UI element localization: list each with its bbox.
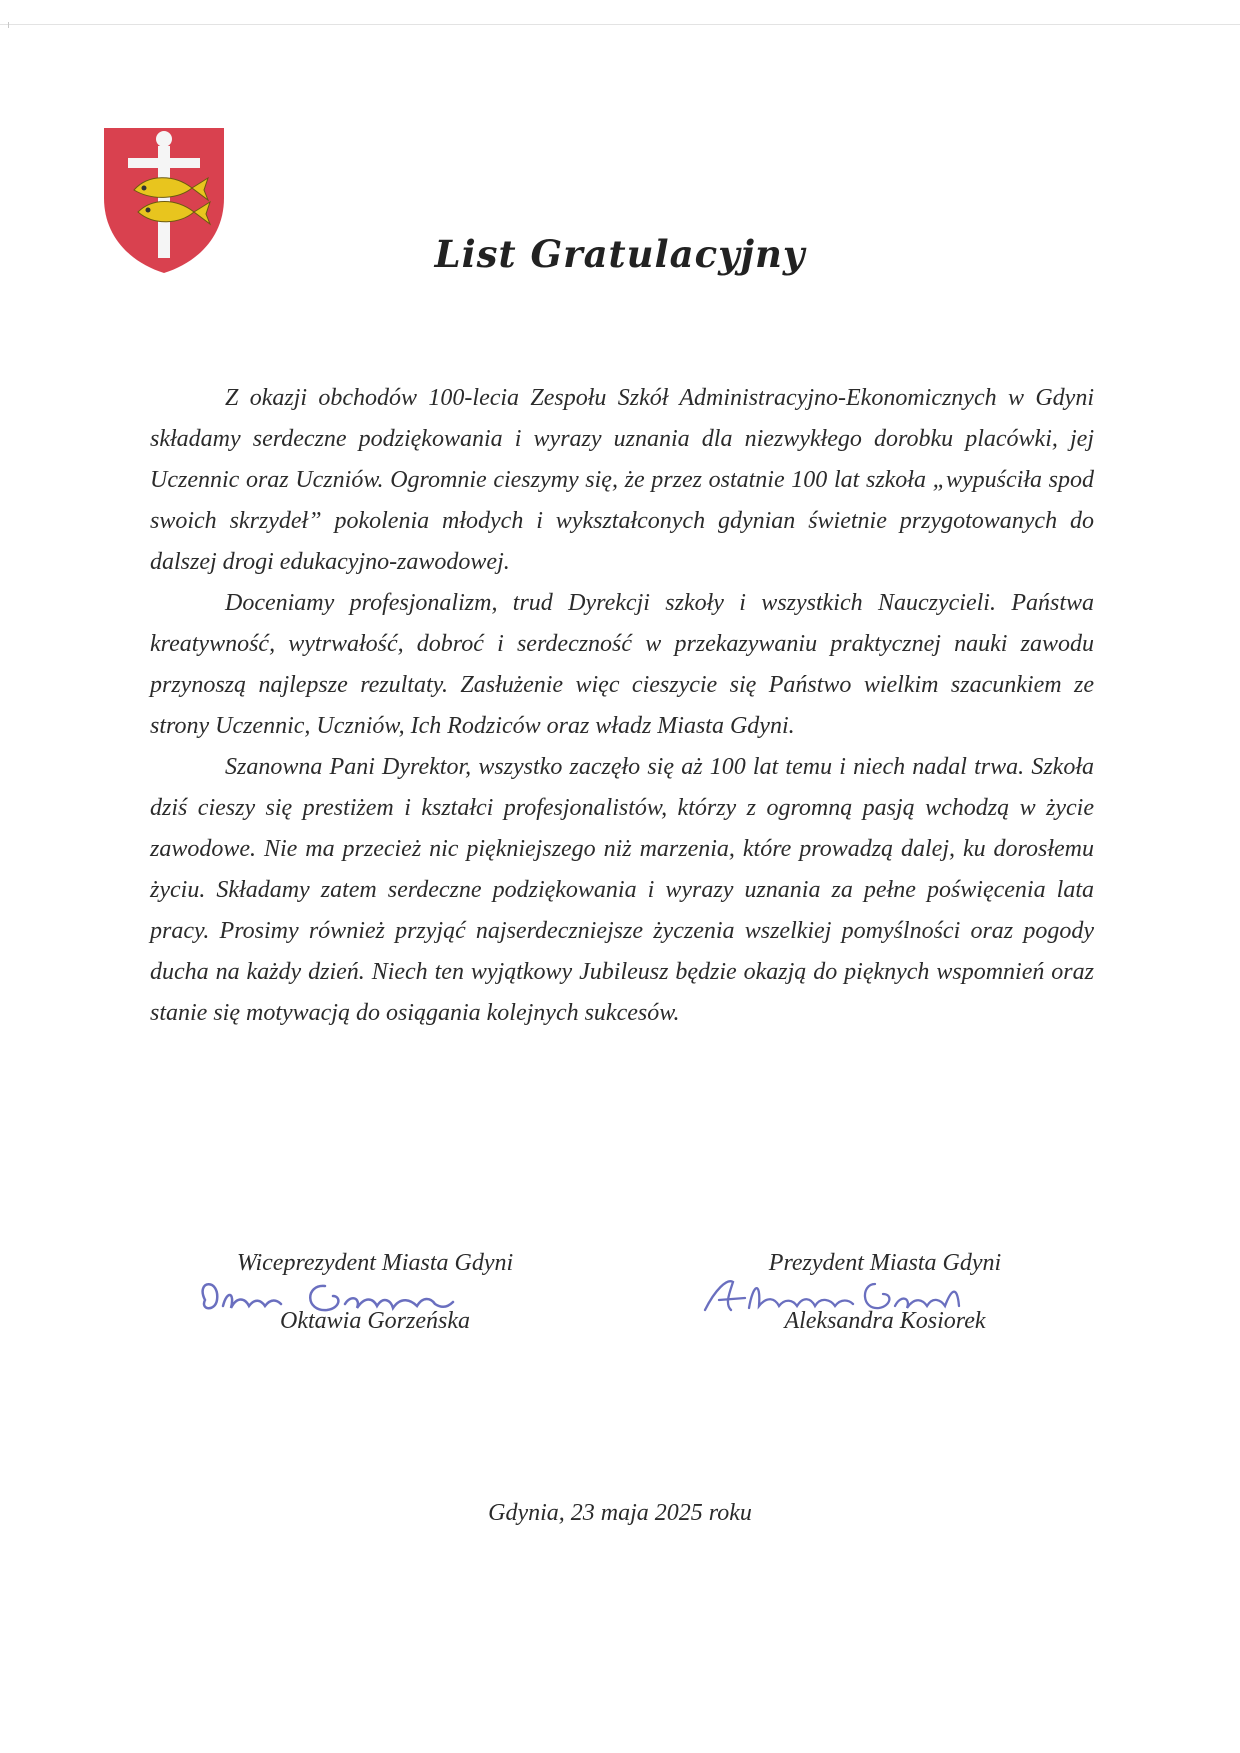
date-line: Gdynia, 23 maja 2025 roku (488, 1500, 752, 1526)
signatory-name: Oktawia Gorzeńska (280, 1308, 470, 1334)
paragraph-1: Z okazji obchodów 100-lecia Zespołu Szkół Administracyjno-Ekonomicznych w Gdyni składamy serdeczne podziękowania i wyrazy uznania dla niezwykłego dorobku placówki, jej Uczennic oraz Uczniów. Ogromnie cieszymy się, że przez ostatnie 100 lat szkoła „wypuściła spod swoich skrzydeł” pokolenia młodych i wykształconych gdynian świetnie przygotowanych do dalszej drogi edukacyjno-zawodowej. (150, 385, 1094, 575)
scan-mark (8, 22, 9, 28)
paragraph-3: Szanowna Pani Dyrektor, wszystko zaczęło się aż 100 lat temu i niech nadal trwa. Szkoła dziś cieszy się prestiżem i kształci profesjonalistów, którzy z ogromną pasją wchodzą w życie zawodowe. Nie ma przecież nic piękniejszego niż marzenia, które prowadzą dalej, ku dorosłemu życiu. Składamy zatem serdeczne podziękowania i wyrazy uznania za pełne poświęcenia lata pracy. Prosimy również przyjąć najserdeczniejsze życzenia wszelkiej pomyślności oraz pogody ducha na każdy dzień. Niech ten wyjątkowy Jubileusz będzie okazją do pięknych wspomnień oraz stanie się motywacją do osiągania kolejnych sukcesów. (150, 754, 1094, 1026)
letter-body (150, 378, 1094, 1034)
scan-edge-line (0, 24, 1240, 25)
signatory-role: Prezydent Miasta Gdyni (768, 1250, 1002, 1276)
signature-block-vice-president (165, 1250, 585, 1360)
signatory-role: Wiceprezydent Miasta Gdyni (236, 1250, 514, 1276)
document-title: List Gratulacyjny (434, 232, 806, 276)
signature-block-president (675, 1250, 1095, 1360)
paragraph-2: Doceniamy profesjonalizm, trud Dyrekcji szkoły i wszystkich Nauczycieli. Państwa kreatywność, wytrwałość, dobroć i serdeczność w przekazywaniu praktycznej nauki zawodu przynoszą najlepsze rezultaty. Zasłużenie więc cieszycie się Państwo wielkim szacunkiem ze strony Uczennic, Uczniów, Ich Rodziców oraz władz Miasta Gdyni. (150, 590, 1094, 739)
signatory-name: Aleksandra Kosiorek (784, 1308, 986, 1334)
